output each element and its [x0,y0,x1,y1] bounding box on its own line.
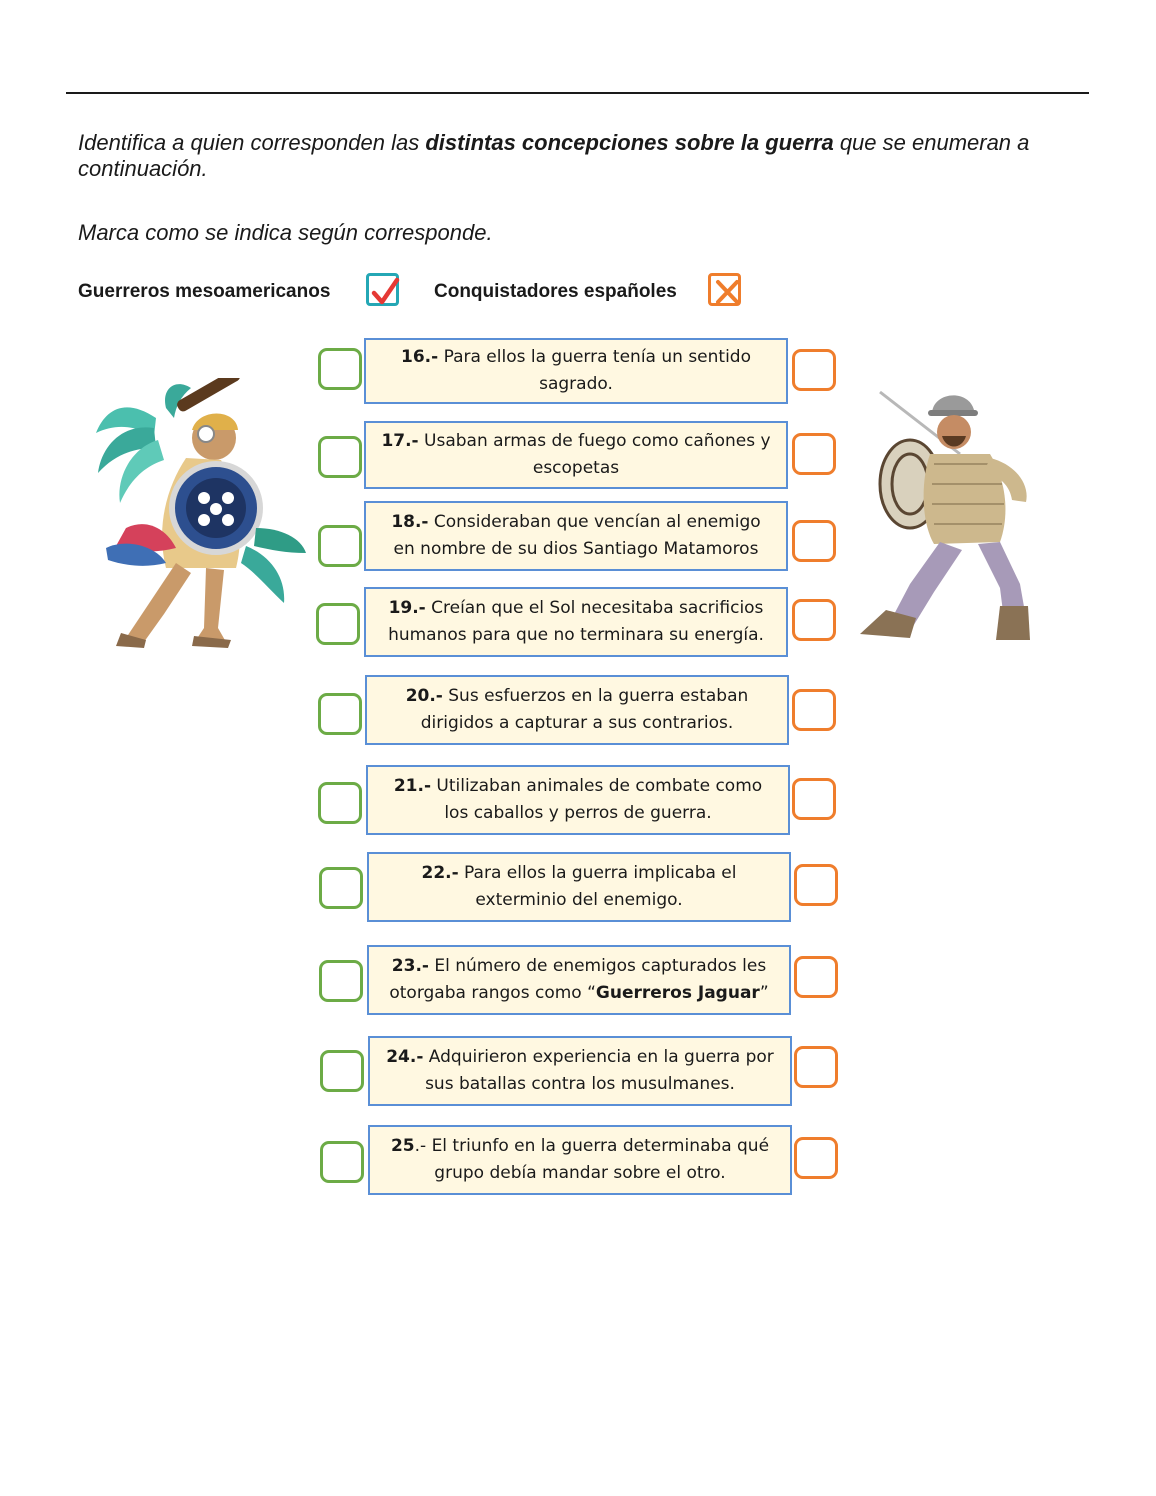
esp-checkbox[interactable] [794,956,838,998]
conquistador-illustration [850,384,1058,646]
statement-body: El número de enemigos capturados les otorgaba rangos como “ [389,956,767,1003]
statement-text [380,595,772,649]
statement-body: Creían que el Sol necesitaba sacrificios humanos para que no terminara su energía. [388,598,764,645]
statement-box [368,1125,792,1195]
esp-checkbox[interactable] [792,520,836,562]
statement-number: 21.- [393,776,431,796]
checkmark-icon [369,276,402,309]
meso-checkbox[interactable] [318,436,362,478]
esp-checkbox[interactable] [794,1137,838,1179]
esp-checkbox[interactable] [794,1046,838,1088]
statement-box [364,421,788,489]
legend-check-box [366,273,399,306]
meso-checkbox[interactable] [320,1141,364,1183]
meso-checkbox[interactable] [318,525,362,567]
esp-checkbox[interactable] [792,778,836,820]
statement-body: Para ellos la guerra implicaba el exterminio del enemigo. [458,863,737,910]
statement-number: 23.- [391,956,429,976]
meso-checkbox[interactable] [318,782,362,824]
esp-checkbox[interactable] [794,864,838,906]
statement-box [364,587,788,657]
statement-box [368,1036,792,1106]
legend-esp-label: Conquistadores españoles [434,281,677,302]
statement-number: 22.- [421,863,459,883]
statement-number: 18.- [391,512,429,532]
statement-text [380,344,772,398]
statement-body: Utilizaban animales de combate como los caballos y perros de guerra. [431,776,763,823]
meso-checkbox[interactable] [316,603,360,645]
legend-meso-label: Guerreros mesoamericanos [78,281,331,302]
esp-checkbox[interactable] [792,349,836,391]
instruction-part: que se enumeran a continuación. [78,130,1030,181]
esp-checkbox[interactable] [792,689,836,731]
instruction-part: Identifica a quien corresponden las [78,130,426,155]
statement-body-end: ” [759,983,769,1003]
statement-text [380,509,772,563]
marking-instruction: Marca como se indica según corresponde. [78,220,493,245]
meso-checkbox[interactable] [319,960,363,1002]
statement-box [366,765,790,835]
statement-text [382,773,774,827]
x-mark-icon [711,276,744,309]
statement-text [381,683,773,737]
statement-text [384,1133,776,1187]
statement-text [384,1044,776,1098]
meso-checkbox[interactable] [319,867,363,909]
statement-body: Usaban armas de fuego como cañones y escopetas [418,431,771,478]
statement-number: 20.- [405,686,443,706]
statement-text [383,860,775,914]
statement-box [367,852,791,922]
statement-body: Sus esfuerzos en la guerra estaban dirigidos a capturar a sus contrarios. [420,686,749,733]
statement-body: Para ellos la guerra tenía un sentido sagrado. [438,347,751,394]
statement-text [380,428,772,482]
meso-checkbox[interactable] [318,693,362,735]
statement-body: .- El triunfo en la guerra determinaba qué grupo debía mandar sobre el otro. [414,1136,770,1183]
legend-x-box [708,273,741,306]
statement-number: 25 [390,1136,415,1156]
instruction-text [78,130,1078,182]
statement-box [365,675,789,745]
statement-emphasis: Guerreros Jaguar [595,983,760,1003]
meso-checkbox[interactable] [320,1050,364,1092]
meso-checkbox[interactable] [318,348,362,390]
statement-number: 17.- [381,431,419,451]
statement-number: 19.- [388,598,426,618]
instruction-emphasis: distintas concepciones sobre la guerra [425,130,834,155]
statement-box [367,945,791,1015]
statement-body: Adquirieron experiencia en la guerra por sus batallas contra los musulmanes. [423,1047,774,1094]
statement-number: 24.- [386,1047,424,1067]
aztec-warrior-illustration [86,378,308,650]
statement-text [383,953,775,1007]
header-rule [66,92,1089,94]
statement-body: Consideraban que vencían al enemigo en nombre de su dios Santiago Matamoros [393,512,761,559]
esp-checkbox[interactable] [792,433,836,475]
statement-number: 16.- [401,347,439,367]
statement-box [364,338,788,404]
esp-checkbox[interactable] [792,599,836,641]
statement-box [364,501,788,571]
